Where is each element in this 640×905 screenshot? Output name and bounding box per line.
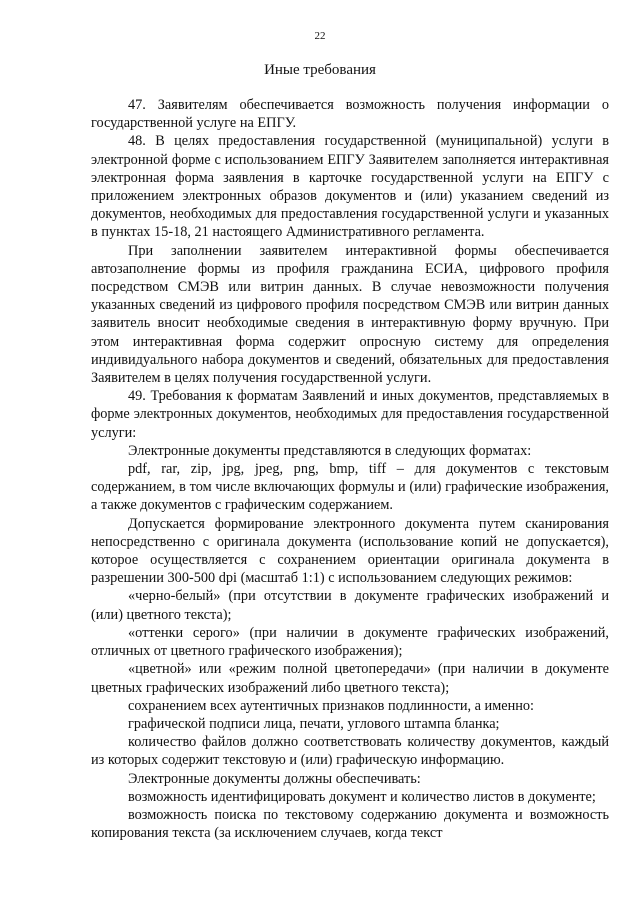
paragraph-search-copy: возможность поиска по текстовому содержанию документа и возможность копирования текста (за исключением случаев, когда текст <box>91 806 609 842</box>
paragraph-autofill: При заполнении заявителем интерактивной формы обеспечивается автозаполнение формы из профиля гражданина ЕСИА, цифрового профиля посредством СМЭВ или витрин данных. В случае невозможности получения указанных сведений из цифрового профиля посредством СМЭВ или витрин данных заявитель вносит необходимые сведения в интерактивную форму вручную. При этом интерактивная форма содержит опросную систему для определения индивидуального набора документов и сведений, обязательных для предоставления Заявителем в целях получения государственной услуги. <box>91 242 609 387</box>
paragraph-requirements-intro: Электронные документы должны обеспечивать: <box>128 770 421 787</box>
paragraph-mode-color: «цветной» или «режим полной цветопередачи» (при наличии в документе цветных графических изображений либо цветного текста); <box>91 661 609 696</box>
paragraph-47: 47. Заявителям обеспечивается возможность получения информации о государственной услуге на ЕПГУ. <box>91 97 609 132</box>
paragraph-signature-stamp: графической подписи лица, печати, углового штампа бланка; <box>128 715 500 732</box>
paragraph-49: 49. Требования к форматам Заявлений и иных документов, представляемых в форме электронных документов, необходимых для предоставления государственной услуги: <box>91 388 609 441</box>
paragraph-formats-intro: Электронные документы представляются в следующих форматах: <box>128 442 532 459</box>
section-heading: Иные требования <box>264 62 376 78</box>
paragraph-mode-bw: «черно-белый» (при отсутствии в документе графических изображений и (или) цветного текста); <box>91 588 609 623</box>
paragraph-48: 48. В целях предоставления государственной (муниципальной) услуги в электронной форме с использованием ЕПГУ Заявителем заполняется интерактивная электронная форма заявления в карточке государственной услуги на ЕПГУ с приложением электронных образов документов и (или) указанием сведений из документов, необходимых для предоставления государственной услуги и указанных в пунктах 15-18, 21 настоящего Административного регламента. <box>91 133 609 241</box>
paragraph-formats-list: pdf, rar, zip, jpg, jpeg, png, bmp, tiff – для документов с текстовым содержанием, в том числе включающих формулы и (или) графические изображения, а также документов с графическим содержанием. <box>91 461 609 514</box>
paragraph-authenticity: сохранением всех аутентичных признаков подлинности, а именно: <box>128 697 535 714</box>
paragraph-mode-grayscale: «оттенки серого» (при наличии в документе графических изображений, отличных от цветного графического изображения); <box>91 624 609 660</box>
document-body <box>91 96 609 842</box>
paragraph-file-count: количество файлов должно соответствовать количеству документов, каждый из которых содержит текстовую и (или) графическую информацию. <box>91 734 609 769</box>
page-number: 22 <box>314 30 326 42</box>
paragraph-scanning: Допускается формирование электронного документа путем сканирования непосредственно с оригинала документа (использование копий не допускается), которое осуществляется с сохранением ориентации оригинала документа в разрешении 300-500 dpi (масштаб 1:1) с использованием следующих режимов: <box>91 515 609 587</box>
paragraph-identify: возможность идентифицировать документ и количество листов в документе; <box>128 788 596 805</box>
